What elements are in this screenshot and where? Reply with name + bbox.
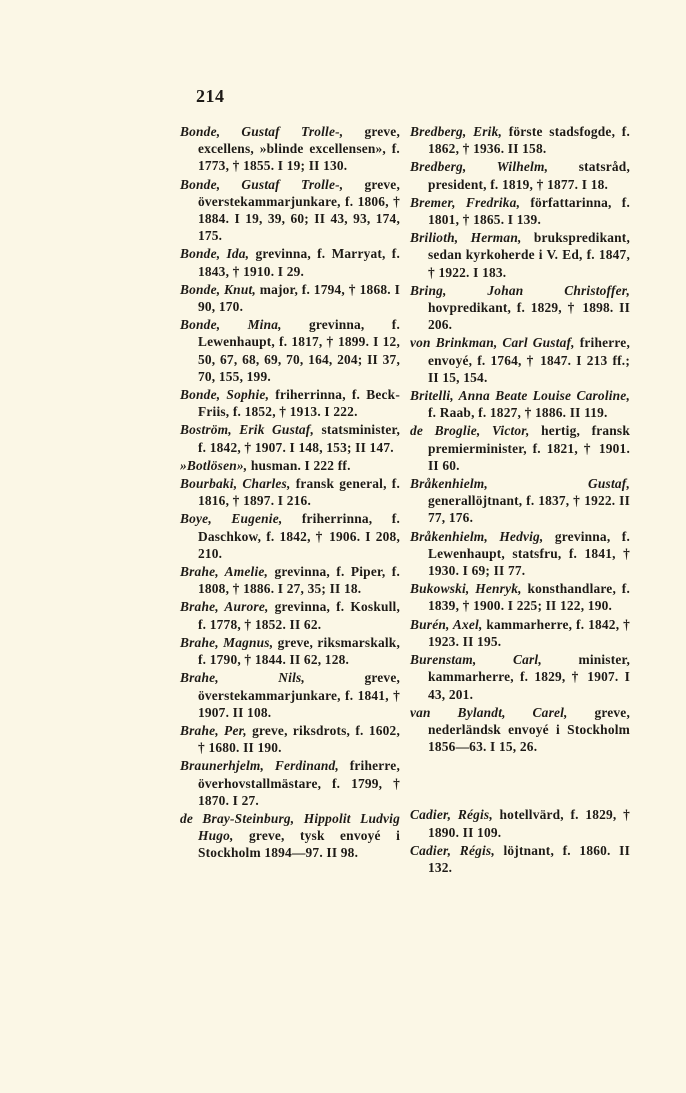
- entry-text: greve, riksdrots, f. 1602, † 1680. II 190.: [198, 722, 400, 756]
- entry-text: brukspredikant, sedan kyrkoherde i V. Ed, f. 1847, † 1922. I 183.: [428, 230, 630, 280]
- entry-text: löjtnant, f. 1860. II 132.: [428, 842, 630, 875]
- entry-name: Bourbaki, Charles,: [180, 476, 291, 492]
- index-entry: [180, 176, 400, 245]
- entry-name: Brahe, Magnus,: [180, 634, 274, 650]
- index-entry: [180, 475, 400, 509]
- index-entry: [410, 580, 630, 614]
- entry-text: statsråd, president, f. 1819, † 1877. I 18.: [428, 159, 630, 192]
- entry-name: Boström, Erik Gustaf,: [180, 422, 315, 438]
- index-entry: [180, 510, 400, 562]
- entry-text: greve, excellens, »blinde excellensen», f. 1773, † 1855. I 19; II 130.: [198, 124, 400, 174]
- index-entry: [410, 282, 630, 334]
- index-entry: [410, 387, 630, 421]
- index-entry: [410, 528, 630, 580]
- entry-text: husman. I 222 ff.: [247, 457, 351, 473]
- entry-text: statsminister, f. 1842, † 1907. I 148, 153; II 147.: [198, 422, 401, 455]
- entry-text: greve, nederländsk envoyé i Stockholm 1856—63. I 15, 26.: [428, 704, 630, 755]
- entry-text: friherre, envoyé, f. 1764, † 1847. I 213 ff.; II 15, 154.: [428, 335, 630, 385]
- index-entry: [180, 316, 400, 385]
- index-entry: [180, 281, 400, 315]
- entry-name: Bredberg, Erik,: [410, 124, 503, 139]
- entry-name: van Bylandt, Carel,: [410, 704, 568, 720]
- entry-text: grevinna, f. Marryat, f. 1843, † 1910. I 29.: [198, 246, 401, 279]
- entry-text: minister, kammarherre, f. 1829, † 1907. I 43, 201.: [428, 652, 630, 702]
- entry-text: greve, överstekammarjunkare, f. 1841, † 1907. II 108.: [198, 670, 401, 720]
- entry-text: kammarherre, f. 1842, † 1923. II 195.: [428, 616, 630, 649]
- entry-text: greve, tysk envoyé i Stockholm 1894—97. II 98.: [198, 828, 400, 861]
- entry-name: Bonde, Gustaf Trolle-,: [180, 124, 344, 139]
- entry-text: friherrinna, f. Daschkow, f. 1842, † 1906. I 208, 210.: [198, 511, 400, 561]
- index-entry: [180, 245, 400, 279]
- index-entry: [410, 334, 630, 386]
- entry-name: Brahe, Aurore,: [180, 599, 269, 615]
- entry-name: Bremer, Fredrika,: [410, 194, 521, 210]
- index-entry: [410, 422, 630, 474]
- entry-name: von Brinkman, Carl Gustaf,: [410, 335, 575, 351]
- entry-name: Cadier, Régis,: [410, 842, 495, 858]
- entry-text: f. Raab, f. 1827, † 1886. II 119.: [428, 405, 608, 421]
- index-entry: [410, 704, 630, 756]
- entry-text: författarinna, f. 1801, † 1865. I 139.: [428, 194, 630, 228]
- entry-name: Bonde, Ida,: [180, 246, 250, 262]
- entry-text: fransk general, f. 1816, † 1897. I 216.: [198, 476, 400, 509]
- entry-name: Bonde, Sophie,: [180, 387, 270, 403]
- entry-text: greve, riksmarskalk, f. 1790, † 1844. II 62, 128.: [198, 634, 400, 668]
- index-entry: [180, 757, 400, 809]
- entry-text: hertig, fransk premierminister, f. 1821, † 1901. II 60.: [428, 423, 630, 473]
- entry-name: Burén, Axel,: [410, 616, 483, 632]
- entry-text: major, f. 1794, † 1868. I 90, 170.: [198, 281, 400, 315]
- entry-name: Bring, Johan Christoffer,: [410, 282, 630, 298]
- letter-section-gap: [410, 756, 630, 806]
- entry-name: Brahe, Per,: [180, 722, 247, 738]
- index-entry: [180, 386, 400, 420]
- index-entry: [410, 806, 630, 840]
- entry-text: greve, överstekammarjunkare, f. 1806, † 1884. I 19, 39, 60; II 43, 93, 174, 175.: [198, 176, 400, 244]
- index-entry: [180, 810, 400, 862]
- entry-name: Boye, Eugenie,: [180, 511, 283, 527]
- entry-name: de Broglie, Victor,: [410, 423, 530, 439]
- index-entry: [180, 123, 400, 175]
- entry-name: Britelli, Anna Beate Louise Caroline,: [410, 388, 630, 404]
- index-entry: [410, 842, 630, 876]
- entry-name: Bukowski, Henryk,: [410, 581, 522, 597]
- index-entry: [410, 616, 630, 650]
- entry-text: hotellvärd, f. 1829, † 1890. II 109.: [428, 807, 630, 840]
- index-entry: [180, 669, 400, 721]
- index-entry: [410, 475, 630, 527]
- entry-text: grevinna, f. Piper, f. 1808, † 1886. I 27, 35; II 18.: [198, 564, 401, 597]
- entry-name: Bråkenhielm, Gustaf,: [410, 476, 630, 492]
- entry-name: Cadier, Régis,: [410, 807, 493, 823]
- entry-text: grevinna, f. Koskull, f. 1778, † 1852. II 62.: [198, 599, 401, 632]
- entry-text: grevinna, f. Lewenhaupt, f. 1817, † 1899. I 12, 50, 67, 68, 69, 70, 164, 204; II 37, 70, 155, 199.: [198, 317, 400, 384]
- index-entry: [410, 194, 630, 228]
- index-entry: [410, 123, 630, 157]
- entry-name: Bråkenhielm, Hedvig,: [410, 528, 544, 544]
- entry-name: Brahe, Nils,: [180, 670, 305, 686]
- index-entry: [180, 421, 400, 455]
- index-column-right: [410, 123, 630, 877]
- entry-name: Bonde, Knut,: [180, 281, 256, 297]
- entry-name: Bonde, Mina,: [180, 317, 282, 333]
- entry-text: hovpredikant, f. 1829, † 1898. II 206.: [428, 300, 630, 333]
- index-column-left: [180, 123, 400, 863]
- index-entry: [410, 158, 630, 192]
- page-number: 214: [196, 86, 225, 106]
- entry-text: friherre, överhovstallmästare, f. 1799, † 1870. I 27.: [198, 758, 400, 808]
- entry-text: konsthandlare, f. 1839, † 1900. I 225; II 122, 190.: [428, 581, 630, 614]
- index-entry: [180, 457, 400, 474]
- entry-name: Brahe, Amelie,: [180, 564, 269, 580]
- entry-text: förste stadsfogde, f. 1862, † 1936. II 158.: [428, 124, 630, 157]
- entry-name: Brilioth, Herman,: [410, 230, 522, 246]
- entry-name: Bredberg, Wilhelm,: [410, 159, 549, 175]
- entry-name: Braunerhjelm, Ferdinand,: [180, 758, 339, 774]
- index-entry: [410, 651, 630, 703]
- entry-text: friherrinna, f. Beck-Friis, f. 1852, † 1913. I 222.: [198, 387, 400, 420]
- entry-name: Burenstam, Carl,: [410, 652, 542, 668]
- index-entry: [180, 598, 400, 632]
- index-entry: [410, 229, 630, 281]
- index-entry: [180, 563, 400, 597]
- entry-text: grevinna, f. Lewenhaupt, statsfru, f. 1841, † 1930. I 69; II 77.: [428, 528, 630, 579]
- entry-name: »Botlösen»,: [180, 457, 248, 473]
- entry-name: Bonde, Gustaf Trolle-,: [180, 176, 344, 192]
- index-entry: [180, 634, 400, 668]
- entry-text: generallöjtnant, f. 1837, † 1922. II 77, 176.: [428, 493, 630, 526]
- index-entry: [180, 722, 400, 756]
- entry-name: de Bray-Steinburg, Hippolit Ludvig Hugo,: [180, 810, 400, 844]
